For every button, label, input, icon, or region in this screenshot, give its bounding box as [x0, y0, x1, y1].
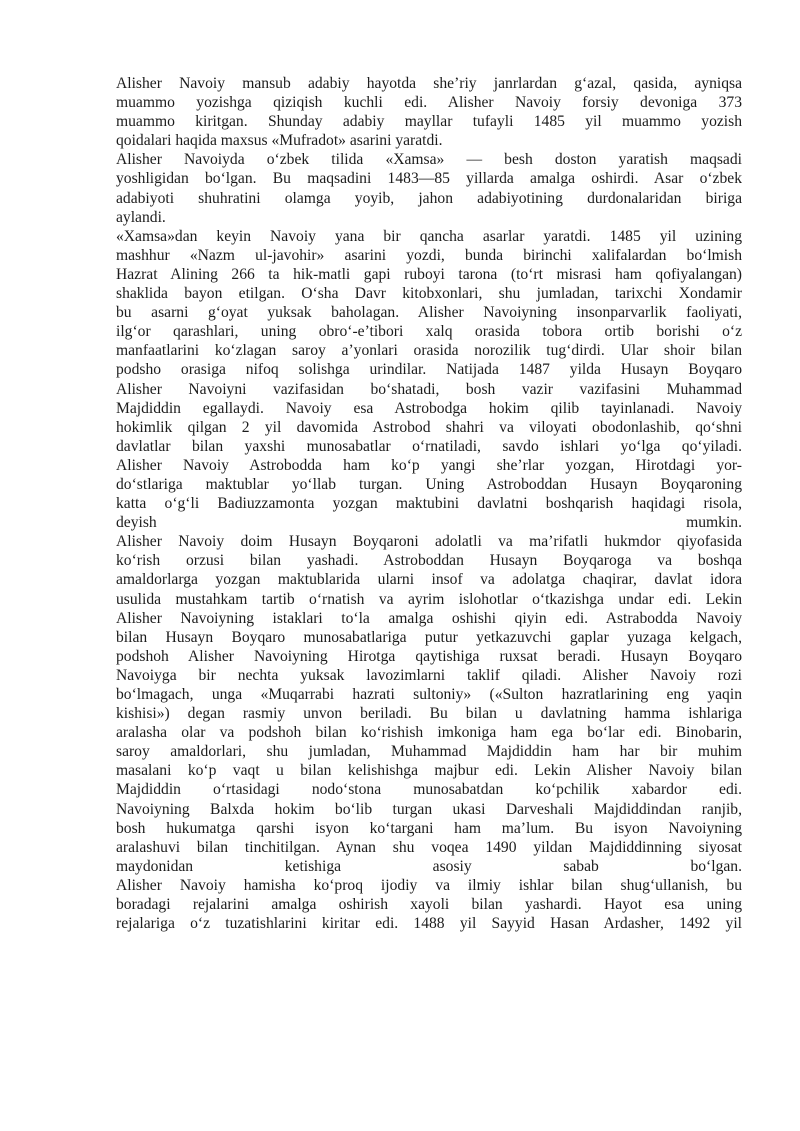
text-line: maydonidan ketishiga asosiy sabab bo‘lgan.: [116, 857, 742, 875]
text-line: Alisher Navoiyda o‘zbek tilida «Xamsa» — besh doston yaratish maqsadi: [116, 151, 742, 169]
text-line: manfaatlarini ko‘zlagan saroy a’yonlari orasida norozilik tug‘dirdi. Ular shoir bilan: [116, 342, 742, 360]
text-line: Navoiyga bir nechta yuksak lavozimlarni taklif qiladi. Alisher Navoiy rozi: [116, 666, 742, 684]
document-page: [116, 74, 742, 933]
text-line: masalani ko‘p vaqt u bilan kelishishga majbur edi. Lekin Alisher Navoiy bilan: [116, 762, 742, 780]
text-line: Alisher Navoiyning istaklari to‘la amalga oshishi qiyin edi. Astrabodda Navoiy: [116, 609, 742, 627]
text-line: «Xamsa»dan keyin Navoiy yana bir qancha asarlar yaratdi. 1485 yil uzining: [116, 227, 742, 245]
text-line: adabiyoti shuhratini olamga yoyib, jahon adabiyotining durdonalaridan biriga: [116, 189, 742, 207]
text-line: muammo yozishga qiziqish kuchli edi. Alisher Navoiy forsiy devoniga 373: [116, 94, 742, 112]
text-line: ilg‘or qarashlari, uning obro‘-e’tibori xalq orasida tobora ortib borishi o‘z: [116, 323, 742, 341]
text-line: ko‘rish orzusi bilan yashadi. Astroboddan Husayn Boyqaroga va boshqa: [116, 552, 742, 570]
text-line: aylandi.: [116, 208, 166, 226]
paragraph: [116, 74, 742, 150]
text-line: katta o‘g‘li Badiuzzamonta yozgan maktubini davlatni boshqarish haqidagi risola,: [116, 495, 742, 513]
text-line: Alisher Navoiy Astrobodda ham ko‘p yangi she’rlar yozgan, Hirotdagi yor-: [116, 456, 742, 474]
text-line: muammo kiritgan. Shunday adabiy mayllar tufayli 1485 yil muammo yozish: [116, 113, 742, 131]
paragraph: [116, 150, 742, 226]
paragraph: [116, 876, 742, 933]
text-line: bu asarni g‘oyat yuksak baholagan. Alisher Navoiyning insonparvarlik faoliyati,: [116, 304, 742, 322]
text-line: hokimlik qilgan 2 yil davomida Astrobod shahri va viloyati obodonlashib, qo‘shni: [116, 418, 742, 436]
text-line: rejalariga o‘z tuzatishlarini kiritar edi. 1488 yil Sayyid Hasan Ardasher, 1492 yil: [116, 915, 742, 933]
text-line: Navoiyning Balxda hokim bo‘lib turgan ukasi Darveshali Majdiddindan ranjib,: [116, 800, 742, 818]
text-line: Majdiddin egallaydi. Navoiy esa Astrobodga hokim qilib tayinlanadi. Navoiy: [116, 399, 742, 417]
text-line: Alisher Navoiy hamisha ko‘proq ijodiy va ilmiy ishlar bilan shug‘ullanish, bu: [116, 876, 742, 894]
text-line: aralashuvi bilan tinchitilgan. Aynan shu voqea 1490 yildan Majdiddinning siyosat: [116, 838, 742, 856]
paragraph: [116, 532, 742, 876]
text-line: mashhur «Nazm ul-javohir» asarini yozdi, bunda birinchi xalifalardan bo‘lmish: [116, 246, 742, 264]
text-line: do‘stlariga maktublar yo‘llab turgan. Uning Astroboddan Husayn Boyqaroning: [116, 475, 742, 493]
text-line: aralasha olar va podshoh bilan ko‘rishish imkoniga ham ega bo‘lar edi. Binobarin,: [116, 724, 742, 742]
text-line: Alisher Navoiy doim Husayn Boyqaroni adolatli va ma’rifatli hukmdor qiyofasida: [116, 533, 742, 551]
text-line: shaklida bayon etilgan. O‘sha Davr kitobxonlari, shu jumladan, tarixchi Xondamir: [116, 285, 742, 303]
text-line: Alisher Navoiy mansub adabiy hayotda she’riy janrlardan g‘azal, qasida, ayniqsa: [116, 75, 742, 92]
text-line: podsho orasiga nifoq solishga urindilar. Natijada 1487 yilda Husayn Boyqaro: [116, 361, 742, 379]
text-line: yoshligidan bo‘lgan. Bu maqsadini 1483—85 yillarda amalga oshirdi. Asar o‘zbek: [116, 170, 742, 188]
text-line: kishisi») degan rasmiy unvon beriladi. Bu bilan u davlatning hamma ishlariga: [116, 705, 742, 723]
text-line: Majdiddin o‘rtasidagi nodo‘stona munosabatdan ko‘pchilik xabardor edi.: [116, 781, 742, 799]
text-line: usulida mustahkam tartib o‘rnatish va ayrim islohotlar o‘tkazishga undar edi. Lekin: [116, 590, 742, 608]
text-line: bosh hukumatga qarshi isyon ko‘targani ham ma’lum. Bu isyon Navoiyning: [116, 819, 742, 837]
text-line: bilan Husayn Boyqaro munosabatlariga putur yetkazuvchi gaplar yuzaga kelgach,: [116, 628, 742, 646]
text-line: boradagi rejalarini amalga oshirish xayoli bilan yashardi. Hayot esa uning: [116, 896, 742, 914]
text-line: qoidalari haqida maxsus «Mufradot» asarini yaratdi.: [116, 132, 443, 150]
text-line: amaldorlarga yozgan maktublarida ularni insof va adolatga chaqirar, davlat idora: [116, 571, 742, 589]
text-line: saroy amaldorlari, shu jumladan, Muhammad Majdiddin ham har bir muhim: [116, 743, 742, 761]
text-line: podshoh Alisher Navoiyning Hirotga qaytishiga ruxsat beradi. Husayn Boyqaro: [116, 647, 742, 665]
paragraph: [116, 227, 742, 533]
text-line: Hazrat Alining 266 ta hik-matli gapi ruboyi tarona (to‘rt misrasi ham qofiyalangan): [116, 265, 742, 283]
text-line: deyish mumkin.: [116, 514, 742, 532]
text-line: bo‘lmagach, unga «Muqarrabi hazrati sultoniy» («Sulton hazratlarining eng yaqin: [116, 686, 742, 703]
text-line: Alisher Navoiyni vazifasidan bo‘shatadi, bosh vazir vazifasini Muhammad: [116, 380, 742, 398]
text-line: davlatlar bilan yaxshi munosabatlar o‘rnatiladi, savdo ishlari yo‘lga qo‘yiladi.: [116, 437, 742, 455]
